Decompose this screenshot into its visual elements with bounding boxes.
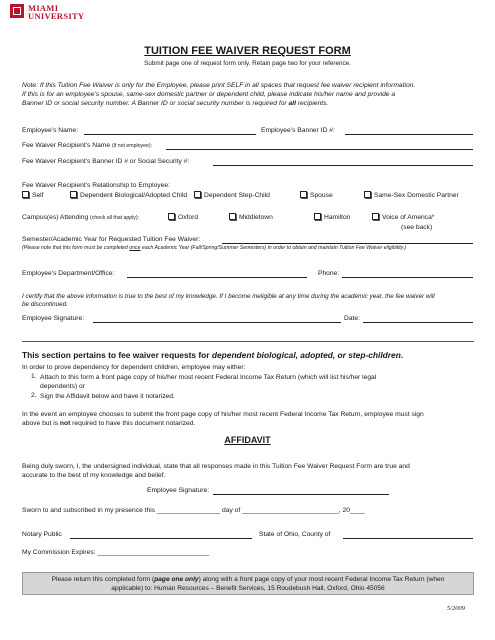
employee-name-field[interactable] bbox=[84, 134, 256, 135]
employee-banner-label: Employee’s Banner ID #: bbox=[261, 127, 335, 134]
checkbox-icon bbox=[300, 191, 307, 198]
phone-field[interactable] bbox=[342, 277, 473, 278]
checkbox-icon bbox=[364, 191, 371, 198]
checkbox-spouse[interactable]: Spouse bbox=[300, 191, 333, 200]
phone-label: Phone: bbox=[318, 270, 340, 277]
recipient-name-label: Fee Waiver Recipient’s Name (if not employee): bbox=[22, 142, 153, 149]
checkbox-middletown[interactable]: Middletown bbox=[229, 213, 273, 222]
checkbox-self[interactable]: Self bbox=[22, 191, 44, 200]
semester-field[interactable] bbox=[222, 243, 473, 244]
item-number-2: 2. bbox=[31, 392, 37, 399]
dependency-option-1: Attach to this form a front page copy of his/her most recent Federal Income Tax Return (which will list his/her legal dependents) or bbox=[40, 374, 377, 390]
checkbox-icon bbox=[372, 213, 379, 220]
affidavit-signature-label: Employee Signature: bbox=[147, 487, 210, 494]
sworn-statement: Sworn to and subscribed in my presence this _________________ day of __________________________, 20____ bbox=[22, 507, 365, 514]
university-logo: MIAMI UNIVERSITY bbox=[28, 3, 85, 21]
dependency-intro: In order to prove dependency for dependent children, employee may either: bbox=[22, 364, 246, 371]
commission-expires: My Commission Expires: ______________________________ bbox=[22, 549, 210, 556]
section-divider bbox=[22, 341, 474, 342]
affidavit-statement: Being duly sworn, I, the undersigned individual, state that all responses made in this Tuition Fee Waiver Request Form are true and accurate to the best of my knowledge and belief. bbox=[22, 463, 410, 479]
certify-text: I certify that the above information is true to the best of my knowledge. If I become ineligible at any time during the academic year, the fee waiver will be discontinued. bbox=[22, 293, 435, 308]
checkbox-oxford[interactable]: Oxford bbox=[168, 213, 198, 222]
county-field[interactable] bbox=[343, 538, 473, 539]
item-number-1: 1. bbox=[31, 373, 37, 380]
checkbox-icon bbox=[194, 191, 201, 198]
affidavit-signature-field[interactable] bbox=[213, 494, 389, 495]
note-block: Note: If this Tuition Fee Waiver is only for the Employee, please print SELF in all spaces that request fee waiver recipient information. If this is for an employee’s spouse, same-sex domestic partner or dependent child, please indicate his/her name and provide a Banner ID or social security number. A Banner ID or social security number is required for all recipients. bbox=[22, 82, 416, 107]
campus-label: Campus(es) Attending (check all that apply): bbox=[22, 214, 140, 221]
signature-field[interactable] bbox=[93, 322, 341, 323]
semester-note: (Please note that this form must be completed once each Academic Year (Fall/Spring/Summer Semesters) in order to obtain and maintain Tuition Fee Waiver eligibility.) bbox=[22, 245, 407, 251]
form-revision-date: 5/2009 bbox=[447, 605, 466, 612]
semester-label: Semester/Academic Year for Requested Tuition Fee Waiver: bbox=[22, 236, 201, 243]
checkbox-icon bbox=[22, 191, 29, 198]
dependency-option-2: Sign the Affidavit below and have it notarized. bbox=[40, 393, 175, 400]
checkbox-icon bbox=[168, 213, 175, 220]
page-subtitle: Submit page one of request form only. Retain page two for your reference. bbox=[144, 60, 351, 67]
signature-label: Employee Signature: bbox=[22, 315, 85, 322]
employee-banner-field[interactable] bbox=[345, 134, 473, 135]
return-instructions: Please return this completed form (page one only) along with a front page copy of your most recent Federal Income Tax Return (when applicable) to: Human Resources – Benefit Services, 15 Roudebush Hall, Oxford, Ohio 45056 bbox=[22, 572, 474, 595]
checkbox-dependent-step-child[interactable]: Dependent Step-Child bbox=[194, 191, 270, 200]
tax-return-note: In the event an employee chooses to submit the front page copy of his/her most recent Federal Income Tax Return, employee must sign above but is not required to have this document notarized. bbox=[22, 411, 424, 427]
checkbox-icon bbox=[229, 213, 236, 220]
department-field[interactable] bbox=[127, 277, 307, 278]
date-field[interactable] bbox=[363, 322, 473, 323]
recipient-id-label: Fee Waiver Recipient’s Banner ID # or Social Security #: bbox=[22, 158, 190, 165]
see-back-note: (see back) bbox=[401, 224, 433, 231]
checkbox-domestic-partner[interactable]: Same-Sex Domestic Partner bbox=[364, 191, 459, 200]
recipient-name-field[interactable] bbox=[166, 149, 473, 150]
miami-seal-icon bbox=[10, 4, 24, 18]
employee-name-label: Employee’s Name: bbox=[22, 127, 79, 134]
checkbox-dependent-biological[interactable]: Dependent Biological/Adopted Child bbox=[70, 191, 187, 200]
relationship-label: Fee Waiver Recipient’s Relationship to Employee: bbox=[22, 182, 170, 189]
date-label: Date: bbox=[344, 315, 360, 322]
notary-label: Notary Public bbox=[22, 531, 62, 538]
checkbox-hamilton[interactable]: Hamilton bbox=[314, 213, 350, 222]
affidavit-title: AFFIDAVIT bbox=[224, 435, 271, 445]
checkbox-icon bbox=[70, 191, 77, 198]
dependent-section-heading: This section pertains to fee waiver requests for dependent biological, adopted, or step-children. bbox=[22, 350, 404, 360]
checkbox-icon bbox=[314, 213, 321, 220]
county-label: State of Ohio, County of bbox=[259, 531, 331, 538]
page-title: TUITION FEE WAIVER REQUEST FORM bbox=[144, 45, 351, 57]
recipient-id-field[interactable] bbox=[213, 165, 473, 166]
notary-field[interactable] bbox=[70, 538, 252, 539]
checkbox-voice-of-america[interactable]: Voice of America* bbox=[372, 213, 434, 222]
department-label: Employee’s Department/Office: bbox=[22, 270, 115, 277]
